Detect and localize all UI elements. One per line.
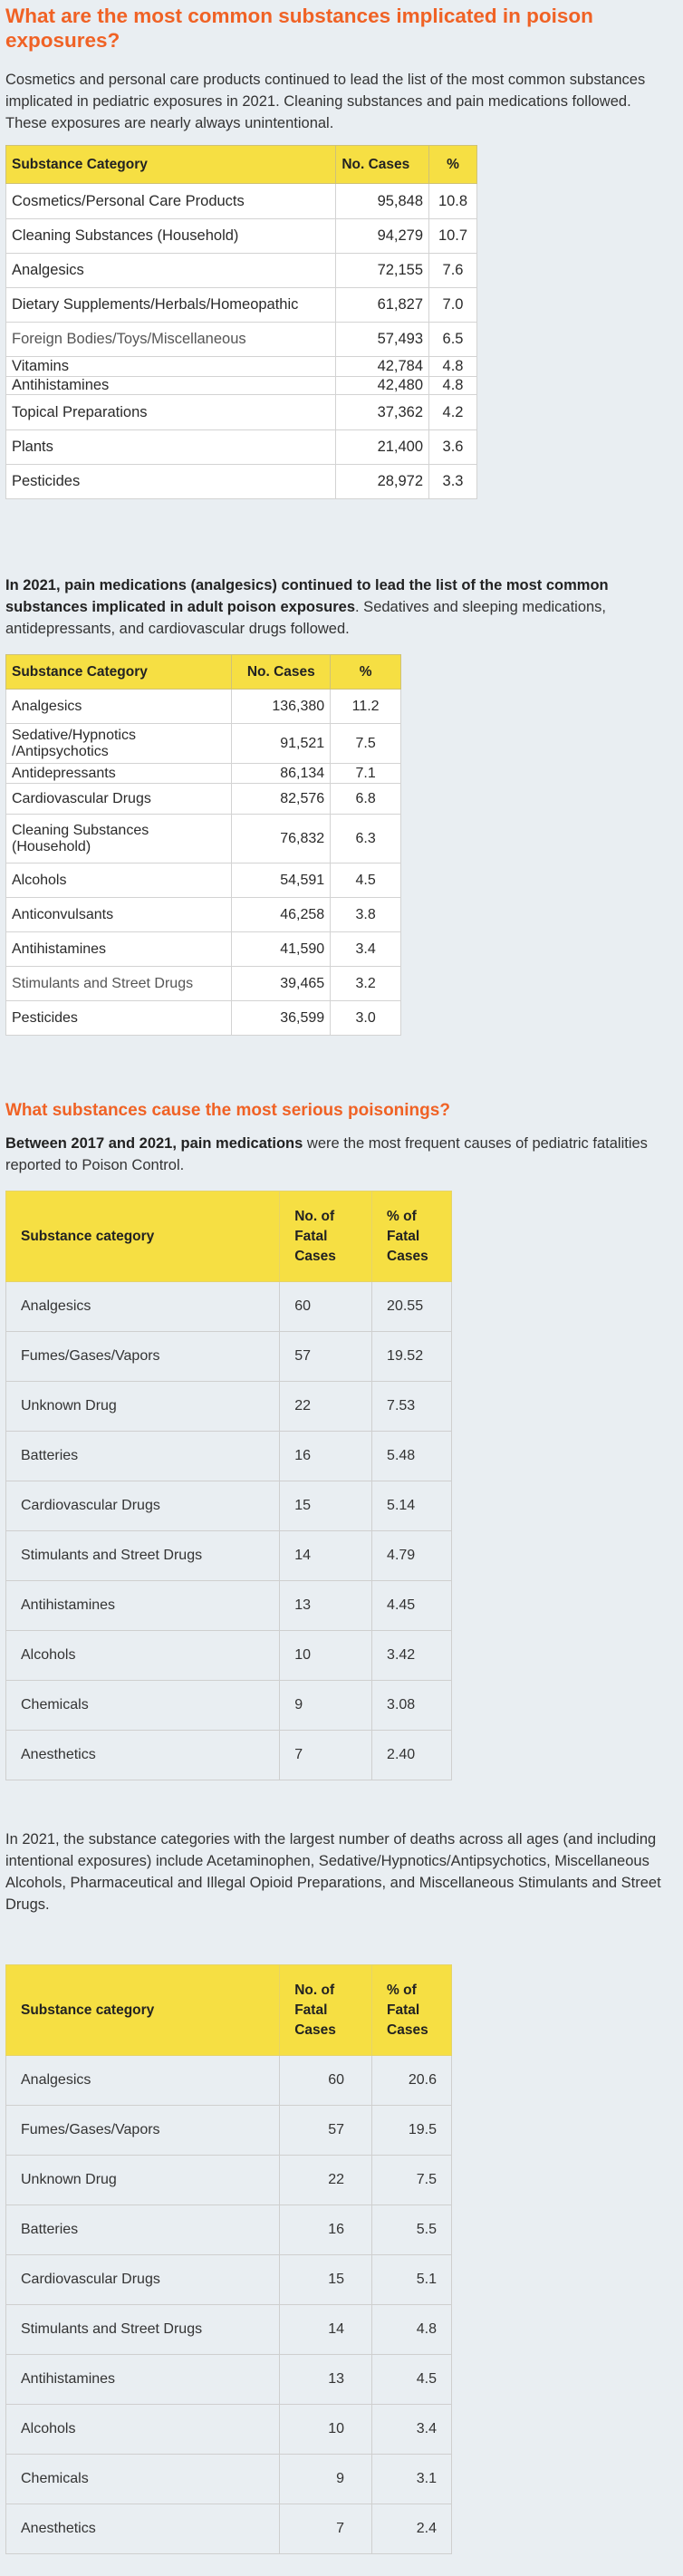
substance-cell: Cardiovascular Drugs [6, 784, 232, 815]
table-row [6, 2455, 452, 2504]
substance-cell: Antihistamines [6, 2355, 280, 2405]
cases-cell: 16 [280, 2205, 372, 2255]
pediatric-exposures-table [5, 145, 477, 499]
percent-cell: 6.3 [331, 815, 401, 863]
percent-cell: 19.5 [372, 2106, 452, 2156]
cases-cell: 7 [280, 1731, 372, 1780]
percent-cell: 7.6 [429, 254, 477, 288]
table-row [6, 724, 401, 764]
substance-cell: Analgesics [6, 254, 336, 288]
percent-cell: 3.4 [372, 2405, 452, 2455]
table-row [6, 288, 477, 323]
table-row [6, 1531, 452, 1581]
cases-cell: 91,521 [232, 724, 331, 764]
section3-heading: What substances cause the most serious poisonings? [5, 1101, 450, 1120]
column-header: % of Fatal Cases [372, 1192, 452, 1282]
table-row [6, 1001, 401, 1036]
substance-cell: Cardiovascular Drugs [6, 2255, 280, 2305]
column-header: % of Fatal Cases [372, 1965, 452, 2056]
percent-cell: 5.5 [372, 2205, 452, 2255]
table-row [6, 184, 477, 219]
percent-cell: 4.5 [331, 863, 401, 898]
cases-cell: 60 [280, 2056, 372, 2106]
table-row [6, 2405, 452, 2455]
cases-cell: 60 [280, 1282, 372, 1332]
table-row [6, 1432, 452, 1481]
cases-cell: 21,400 [336, 430, 429, 465]
substance-cell: Foreign Bodies/Toys/Miscellaneous [6, 323, 336, 357]
substance-cell: Fumes/Gases/Vapors [6, 1332, 280, 1382]
section2-text: . Sedatives and sleeping medications, antidepressants, and cardiovascular drugs followed. [5, 599, 607, 637]
cases-cell: 72,155 [336, 254, 429, 288]
table-row [6, 1631, 452, 1681]
percent-cell: 7.0 [429, 288, 477, 323]
percent-cell: 4.79 [372, 1531, 452, 1581]
section3-text: were the most frequent causes of pediatric fatalities reported to Poison Control. [5, 1135, 648, 1173]
cases-cell: 10 [280, 2405, 372, 2455]
section4-paragraph: In 2021, the substance categories with the largest number of deaths across all ages (and including intentional exposures) include Acetaminophen, Sedative/Hypnotics/Antipsychotics, Miscellaneous Alcohols, Pharmaceutical and Illegal Opioid Preparations, and Miscellaneous Stimulants and Street Drugs. [5, 1831, 661, 1913]
substance-cell: Anticonvulsants [6, 898, 232, 932]
cases-cell: 57,493 [336, 323, 429, 357]
percent-cell: 20.55 [372, 1282, 452, 1332]
percent-cell: 5.48 [372, 1432, 452, 1481]
cases-cell: 76,832 [232, 815, 331, 863]
table-row [6, 863, 401, 898]
table-row [6, 2106, 452, 2156]
percent-cell: 3.8 [331, 898, 401, 932]
table-row [6, 898, 401, 932]
substance-cell: Unknown Drug [6, 1382, 280, 1432]
percent-cell: 6.8 [331, 784, 401, 815]
cases-cell: 136,380 [232, 690, 331, 724]
cases-cell: 61,827 [336, 288, 429, 323]
table-header-row [6, 1965, 452, 2056]
table-row [6, 1382, 452, 1432]
substance-cell: Stimulants and Street Drugs [6, 967, 232, 1001]
table-row [6, 430, 477, 465]
substance-cell: Cleaning Substances (Household) [6, 219, 336, 254]
substance-cell: Anesthetics [6, 1731, 280, 1780]
cases-cell: 9 [280, 2455, 372, 2504]
column-header: % [331, 655, 401, 690]
section1-heading: What are the most common substances implicated in poison exposures? [5, 5, 593, 52]
substance-cell: Antihistamines [6, 932, 232, 967]
substance-cell: Pesticides [6, 1001, 232, 1036]
table-row [6, 2156, 452, 2205]
table-row [6, 690, 401, 724]
percent-cell: 4.5 [372, 2355, 452, 2405]
table-row [6, 764, 401, 784]
substance-cell: Antidepressants [6, 764, 232, 784]
percent-cell: 3.4 [331, 932, 401, 967]
section2-paragraph [5, 574, 676, 640]
substance-cell: Pesticides [6, 465, 336, 499]
table-row [6, 323, 477, 357]
substance-cell: Cardiovascular Drugs [6, 1481, 280, 1531]
cases-cell: 15 [280, 1481, 372, 1531]
table-row [6, 2355, 452, 2405]
table-row [6, 2305, 452, 2355]
percent-cell: 7.53 [372, 1382, 452, 1432]
cases-cell: 37,362 [336, 395, 429, 430]
cases-cell: 9 [280, 1681, 372, 1731]
substance-cell: Fumes/Gases/Vapors [6, 2106, 280, 2156]
table-row [6, 2504, 452, 2554]
cases-cell: 46,258 [232, 898, 331, 932]
percent-cell: 5.1 [372, 2255, 452, 2305]
table-row [6, 1731, 452, 1780]
column-header: No. Cases [336, 146, 429, 184]
percent-cell: 10.7 [429, 219, 477, 254]
cases-cell: 82,576 [232, 784, 331, 815]
substance-cell: Antihistamines [6, 1581, 280, 1631]
table-row [6, 395, 477, 430]
cases-cell: 86,134 [232, 764, 331, 784]
table-row [6, 377, 477, 395]
percent-cell: 2.40 [372, 1731, 452, 1780]
cases-cell: 15 [280, 2255, 372, 2305]
column-header: Substance category [6, 1965, 280, 2056]
substance-cell: Stimulants and Street Drugs [6, 1531, 280, 1581]
table-row [6, 1581, 452, 1631]
substance-cell: Vitamins [6, 357, 336, 377]
cases-cell: 14 [280, 1531, 372, 1581]
substance-cell: Unknown Drug [6, 2156, 280, 2205]
percent-cell: 3.3 [429, 465, 477, 499]
cases-cell: 14 [280, 2305, 372, 2355]
table-row [6, 1332, 452, 1382]
percent-cell: 6.5 [429, 323, 477, 357]
cases-cell: 95,848 [336, 184, 429, 219]
substance-cell: Batteries [6, 1432, 280, 1481]
substance-cell: Cosmetics/Personal Care Products [6, 184, 336, 219]
table-row [6, 2255, 452, 2305]
table-row [6, 254, 477, 288]
column-header: Substance Category [6, 146, 336, 184]
cases-cell: 41,590 [232, 932, 331, 967]
percent-cell: 11.2 [331, 690, 401, 724]
table-row [6, 2205, 452, 2255]
cases-cell: 13 [280, 1581, 372, 1631]
percent-cell: 4.45 [372, 1581, 452, 1631]
cases-cell: 54,591 [232, 863, 331, 898]
table-row [6, 1282, 452, 1332]
column-header: No. Cases [232, 655, 331, 690]
column-header: Substance Category [6, 655, 232, 690]
table-row [6, 2056, 452, 2106]
table-header-row [6, 655, 401, 690]
percent-cell: 7.5 [372, 2156, 452, 2205]
percent-cell: 5.14 [372, 1481, 452, 1531]
cases-cell: 36,599 [232, 1001, 331, 1036]
percent-cell: 10.8 [429, 184, 477, 219]
substance-cell: Topical Preparations [6, 395, 336, 430]
section3-paragraph [5, 1133, 676, 1176]
table-row [6, 1481, 452, 1531]
percent-cell: 4.8 [429, 377, 477, 395]
table-row [6, 932, 401, 967]
cases-cell: 42,480 [336, 377, 429, 395]
table-row [6, 967, 401, 1001]
cases-cell: 22 [280, 2156, 372, 2205]
cases-cell: 13 [280, 2355, 372, 2405]
adult-exposures-table [5, 654, 401, 1036]
substance-cell: Antihistamines [6, 377, 336, 395]
substance-cell: Chemicals [6, 2455, 280, 2504]
substance-cell: Alcohols [6, 1631, 280, 1681]
section2-bold-text: In 2021, pain medications (analgesics) continued to lead the list of the most common substances implicated in adult poison exposures [5, 577, 609, 615]
substance-cell: Sedative/Hypnotics /Antipsychotics [6, 724, 232, 764]
percent-cell: 7.1 [331, 764, 401, 784]
substance-cell: Anesthetics [6, 2504, 280, 2554]
cases-cell: 57 [280, 1332, 372, 1382]
table-header-row [6, 1192, 452, 1282]
percent-cell: 4.2 [429, 395, 477, 430]
substance-cell: Cleaning Substances (Household) [6, 815, 232, 863]
percent-cell: 20.6 [372, 2056, 452, 2106]
cases-cell: 10 [280, 1631, 372, 1681]
substance-cell: Plants [6, 430, 336, 465]
table-row [6, 815, 401, 863]
substance-cell: Chemicals [6, 1681, 280, 1731]
substance-cell: Analgesics [6, 2056, 280, 2106]
cases-cell: 94,279 [336, 219, 429, 254]
table-row [6, 465, 477, 499]
cases-cell: 57 [280, 2106, 372, 2156]
cases-cell: 22 [280, 1382, 372, 1432]
substance-cell: Stimulants and Street Drugs [6, 2305, 280, 2355]
section1-paragraph: Cosmetics and personal care products continued to lead the list of the most common substances implicated in pediatric exposures in 2021. Cleaning substances and pain medications followed. These exposures are nearly always unintentional. [5, 72, 646, 131]
table-row [6, 219, 477, 254]
percent-cell: 3.6 [429, 430, 477, 465]
cases-cell: 42,784 [336, 357, 429, 377]
percent-cell: 19.52 [372, 1332, 452, 1382]
table-header-row [6, 146, 477, 184]
table-row [6, 1681, 452, 1731]
substance-cell: Analgesics [6, 690, 232, 724]
cases-cell: 16 [280, 1432, 372, 1481]
all-ages-fatalities-table [5, 1964, 452, 2554]
table-row [6, 357, 477, 377]
substance-cell: Analgesics [6, 1282, 280, 1332]
percent-cell: 3.1 [372, 2455, 452, 2504]
percent-cell: 4.8 [429, 357, 477, 377]
column-header: Substance category [6, 1192, 280, 1282]
section3-bold-text: Between 2017 and 2021, pain medications [5, 1135, 303, 1152]
substance-cell: Alcohols [6, 863, 232, 898]
cases-cell: 39,465 [232, 967, 331, 1001]
percent-cell: 3.42 [372, 1631, 452, 1681]
percent-cell: 3.08 [372, 1681, 452, 1731]
column-header: % [429, 146, 477, 184]
column-header: No. of Fatal Cases [280, 1965, 372, 2056]
percent-cell: 3.0 [331, 1001, 401, 1036]
percent-cell: 3.2 [331, 967, 401, 1001]
table-row [6, 784, 401, 815]
pediatric-fatalities-table [5, 1191, 452, 1780]
substance-cell: Dietary Supplements/Herbals/Homeopathic [6, 288, 336, 323]
substance-cell: Batteries [6, 2205, 280, 2255]
cases-cell: 7 [280, 2504, 372, 2554]
column-header: No. of Fatal Cases [280, 1192, 372, 1282]
percent-cell: 2.4 [372, 2504, 452, 2554]
cases-cell: 28,972 [336, 465, 429, 499]
percent-cell: 4.8 [372, 2305, 452, 2355]
substance-cell: Alcohols [6, 2405, 280, 2455]
percent-cell: 7.5 [331, 724, 401, 764]
